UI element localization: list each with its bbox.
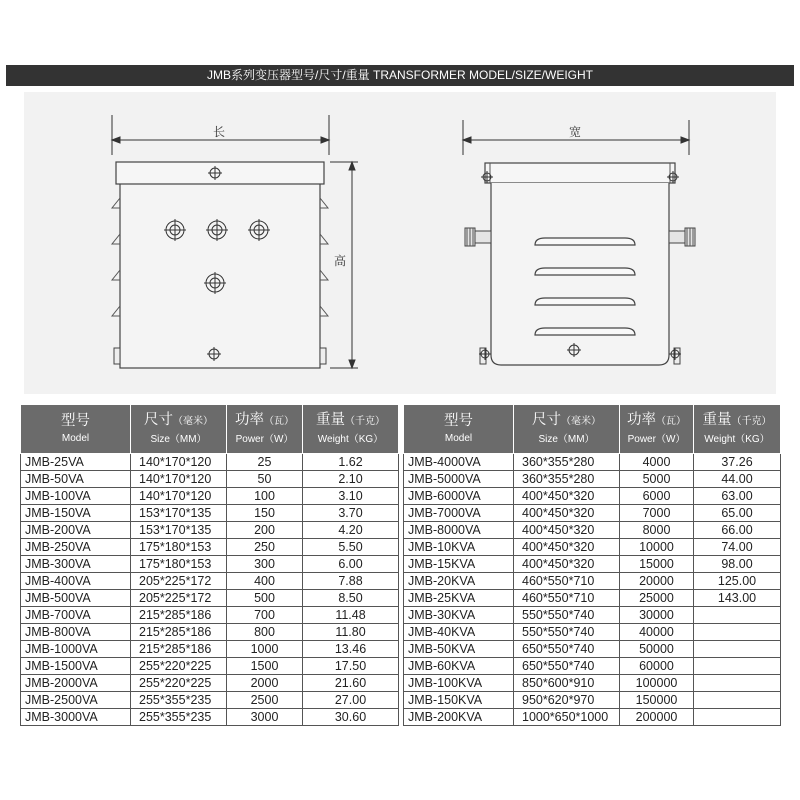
cell-power: 100 (227, 488, 303, 505)
header-weight: 重量（千克） Weight（KG） (303, 405, 399, 454)
cell-weight: 8.50 (303, 590, 399, 607)
cell-weight (694, 607, 781, 624)
cell-size: 650*550*740 (514, 658, 620, 675)
table-row (404, 658, 781, 675)
side-view-diagram (445, 100, 705, 380)
cell-power: 60000 (620, 658, 694, 675)
cell-weight: 30.60 (303, 709, 399, 726)
cell-size: 850*600*910 (514, 675, 620, 692)
cell-size: 550*550*740 (514, 607, 620, 624)
cell-model: JMB-5000VA (404, 471, 514, 488)
cell-power: 200000 (620, 709, 694, 726)
table-row (404, 590, 781, 607)
cell-weight: 66.00 (694, 522, 781, 539)
front-view-diagram (90, 100, 380, 380)
cell-weight: 74.00 (694, 539, 781, 556)
table-row (21, 454, 399, 471)
cell-model: JMB-2000VA (21, 675, 131, 692)
cell-model: JMB-15KVA (404, 556, 514, 573)
cell-size: 140*170*120 (131, 488, 227, 505)
cell-model: JMB-60KVA (404, 658, 514, 675)
cell-model: JMB-100KVA (404, 675, 514, 692)
cell-size: 140*170*120 (131, 454, 227, 471)
cell-weight: 2.10 (303, 471, 399, 488)
table-row (21, 709, 399, 726)
cell-model: JMB-400VA (21, 573, 131, 590)
cell-size: 153*170*135 (131, 505, 227, 522)
cell-power: 500 (227, 590, 303, 607)
cell-model: JMB-3000VA (21, 709, 131, 726)
header-model: 型号 Model (404, 405, 514, 454)
cell-power: 1500 (227, 658, 303, 675)
cell-power: 400 (227, 573, 303, 590)
cell-size: 550*550*740 (514, 624, 620, 641)
header-size: 尺寸（毫米） Size（MM） (131, 405, 227, 454)
table-row (404, 488, 781, 505)
cell-model: JMB-800VA (21, 624, 131, 641)
cell-weight: 65.00 (694, 505, 781, 522)
cell-size: 215*285*186 (131, 624, 227, 641)
cell-model: JMB-300VA (21, 556, 131, 573)
cell-size: 255*220*225 (131, 675, 227, 692)
cell-size: 650*550*740 (514, 641, 620, 658)
cell-power: 7000 (620, 505, 694, 522)
page-title: JMB系列变压器型号/尺寸/重量 TRANSFORMER MODEL/SIZE/WEIGHT (6, 65, 794, 86)
cell-weight: 143.00 (694, 590, 781, 607)
cell-power: 15000 (620, 556, 694, 573)
table-row (21, 675, 399, 692)
cell-size: 400*450*320 (514, 505, 620, 522)
cell-weight: 3.10 (303, 488, 399, 505)
table-row (21, 505, 399, 522)
spec-table-left (20, 404, 399, 726)
cell-model: JMB-1000VA (21, 641, 131, 658)
table-row (404, 675, 781, 692)
table-row (21, 641, 399, 658)
cell-power: 4000 (620, 454, 694, 471)
cell-weight: 21.60 (303, 675, 399, 692)
length-label: 长 (212, 125, 226, 139)
cell-size: 215*285*186 (131, 607, 227, 624)
table-row (404, 624, 781, 641)
table-header-row (21, 405, 399, 454)
table-row (21, 539, 399, 556)
table-row (21, 658, 399, 675)
cell-size: 360*355*280 (514, 471, 620, 488)
cell-power: 2000 (227, 675, 303, 692)
cell-power: 100000 (620, 675, 694, 692)
cell-weight: 17.50 (303, 658, 399, 675)
cell-power: 25 (227, 454, 303, 471)
cell-model: JMB-150KVA (404, 692, 514, 709)
cell-model: JMB-30KVA (404, 607, 514, 624)
cell-weight: 1.62 (303, 454, 399, 471)
cell-size: 255*220*225 (131, 658, 227, 675)
cell-weight: 11.80 (303, 624, 399, 641)
table-row (404, 454, 781, 471)
header-power: 功率（瓦） Power（W） (620, 405, 694, 454)
table-row (21, 471, 399, 488)
table-row (404, 471, 781, 488)
cell-power: 20000 (620, 573, 694, 590)
cell-weight (694, 641, 781, 658)
cell-size: 205*225*172 (131, 590, 227, 607)
cell-size: 153*170*135 (131, 522, 227, 539)
cell-power: 800 (227, 624, 303, 641)
cell-model: JMB-250VA (21, 539, 131, 556)
cell-size: 460*550*710 (514, 590, 620, 607)
cell-size: 360*355*280 (514, 454, 620, 471)
table-row (21, 607, 399, 624)
table-row (21, 624, 399, 641)
header-size: 尺寸（毫米） Size（MM） (514, 405, 620, 454)
cell-power: 50 (227, 471, 303, 488)
cell-size: 400*450*320 (514, 488, 620, 505)
cell-model: JMB-25VA (21, 454, 131, 471)
cell-power: 50000 (620, 641, 694, 658)
spec-table-right (403, 404, 781, 726)
cell-model: JMB-25KVA (404, 590, 514, 607)
cell-power: 3000 (227, 709, 303, 726)
cell-model: JMB-200VA (21, 522, 131, 539)
cell-weight: 7.88 (303, 573, 399, 590)
cell-power: 2500 (227, 692, 303, 709)
cell-power: 40000 (620, 624, 694, 641)
cell-power: 5000 (620, 471, 694, 488)
cell-model: JMB-700VA (21, 607, 131, 624)
cell-weight: 3.70 (303, 505, 399, 522)
width-label: 宽 (568, 125, 582, 139)
cell-model: JMB-50KVA (404, 641, 514, 658)
cell-model: JMB-1500VA (21, 658, 131, 675)
cell-weight (694, 692, 781, 709)
cell-model: JMB-2500VA (21, 692, 131, 709)
table-row (404, 607, 781, 624)
cell-size: 460*550*710 (514, 573, 620, 590)
cell-weight (694, 675, 781, 692)
cell-weight: 98.00 (694, 556, 781, 573)
table-row (404, 522, 781, 539)
table-row (404, 709, 781, 726)
cell-size: 950*620*970 (514, 692, 620, 709)
cell-model: JMB-500VA (21, 590, 131, 607)
cell-size: 400*450*320 (514, 522, 620, 539)
cell-power: 25000 (620, 590, 694, 607)
table-header-row (404, 405, 781, 454)
table-row (21, 573, 399, 590)
cell-power: 250 (227, 539, 303, 556)
cell-model: JMB-50VA (21, 471, 131, 488)
cell-weight: 125.00 (694, 573, 781, 590)
cell-weight: 37.26 (694, 454, 781, 471)
cell-model: JMB-7000VA (404, 505, 514, 522)
cell-weight: 44.00 (694, 471, 781, 488)
cell-power: 30000 (620, 607, 694, 624)
height-label: 高 (333, 254, 347, 268)
table-row (404, 692, 781, 709)
table-row (21, 522, 399, 539)
table-row (404, 641, 781, 658)
cell-size: 255*355*235 (131, 692, 227, 709)
cell-size: 215*285*186 (131, 641, 227, 658)
cell-weight: 63.00 (694, 488, 781, 505)
cell-model: JMB-20KVA (404, 573, 514, 590)
cell-power: 150000 (620, 692, 694, 709)
cell-size: 175*180*153 (131, 556, 227, 573)
cell-model: JMB-10KVA (404, 539, 514, 556)
table-row (21, 556, 399, 573)
table-row (21, 590, 399, 607)
header-weight: 重量（千克） Weight（KG） (694, 405, 781, 454)
cell-weight: 6.00 (303, 556, 399, 573)
cell-power: 1000 (227, 641, 303, 658)
cell-power: 150 (227, 505, 303, 522)
cell-model: JMB-200KVA (404, 709, 514, 726)
cell-size: 175*180*153 (131, 539, 227, 556)
table-row (404, 556, 781, 573)
cell-size: 1000*650*1000 (514, 709, 620, 726)
header-model: 型号 Model (21, 405, 131, 454)
table-row (21, 692, 399, 709)
cell-weight: 27.00 (303, 692, 399, 709)
cell-model: JMB-150VA (21, 505, 131, 522)
cell-weight (694, 658, 781, 675)
cell-model: JMB-100VA (21, 488, 131, 505)
cell-size: 205*225*172 (131, 573, 227, 590)
cell-power: 200 (227, 522, 303, 539)
table-row (404, 539, 781, 556)
cell-power: 700 (227, 607, 303, 624)
cell-weight: 13.46 (303, 641, 399, 658)
cell-model: JMB-8000VA (404, 522, 514, 539)
table-row (21, 488, 399, 505)
cell-power: 300 (227, 556, 303, 573)
cell-model: JMB-6000VA (404, 488, 514, 505)
cell-weight: 5.50 (303, 539, 399, 556)
cell-power: 6000 (620, 488, 694, 505)
cell-model: JMB-40KVA (404, 624, 514, 641)
cell-size: 140*170*120 (131, 471, 227, 488)
cell-weight (694, 624, 781, 641)
cell-size: 255*355*235 (131, 709, 227, 726)
cell-weight: 4.20 (303, 522, 399, 539)
header-power: 功率（瓦） Power（W） (227, 405, 303, 454)
cell-weight (694, 709, 781, 726)
cell-size: 400*450*320 (514, 556, 620, 573)
cell-power: 10000 (620, 539, 694, 556)
table-row (404, 505, 781, 522)
table-row (404, 573, 781, 590)
cell-power: 8000 (620, 522, 694, 539)
cell-weight: 11.48 (303, 607, 399, 624)
cell-model: JMB-4000VA (404, 454, 514, 471)
cell-size: 400*450*320 (514, 539, 620, 556)
